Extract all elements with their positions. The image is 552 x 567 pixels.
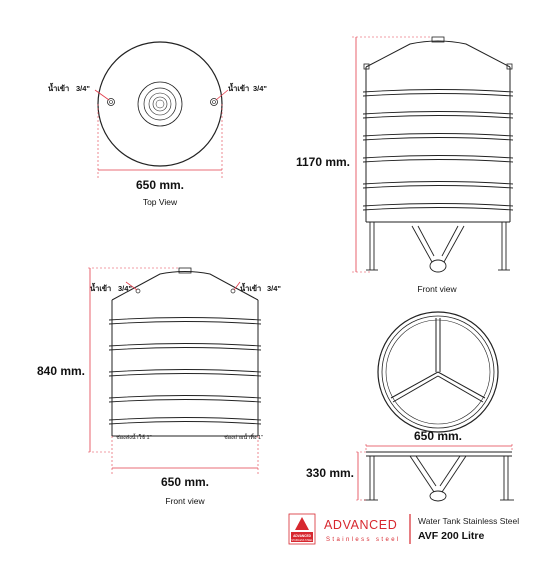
front-view-short-outlet-left: ช่องส่งน้ำใช้ 1" <box>116 435 152 441</box>
top-view <box>48 42 267 207</box>
brand-logo-text: ADVANCED <box>293 534 311 538</box>
brand-logo-subtext: STAINLESS STEEL <box>291 539 313 542</box>
stand-height-label: 330 mm. <box>305 466 354 480</box>
front-view-tall <box>296 37 513 294</box>
brand-product-line: Water Tank Stainless Steel <box>418 516 520 526</box>
top-view-inlet-right-size: 3/4" <box>253 84 267 93</box>
top-view-inlet-left-size: 3/4" <box>76 84 90 93</box>
top-view-caption: Top View <box>142 197 178 207</box>
front-view-short-outlet-right: ช่องถ่ายน้ำทิ้ง 1" <box>224 435 264 441</box>
front-view-short-inlet-right-label: น้ำเข้า <box>240 284 262 293</box>
front-view-short <box>37 268 281 506</box>
front-view-tall-caption: Front view <box>417 284 457 294</box>
front-view-short-width-label: 650 mm. <box>160 475 210 489</box>
top-view-inlet-right-label: น้ำเข้า <box>228 84 250 93</box>
front-view-short-inlet-left-label: น้ำเข้า <box>90 284 112 293</box>
top-view-outer-circle <box>98 42 222 166</box>
top-view-inlet-left-label: น้ำเข้า <box>48 84 70 93</box>
front-view-short-caption: Front view <box>165 496 205 506</box>
brand-block <box>289 514 519 544</box>
stand-front-view <box>306 429 514 501</box>
front-view-tall-height-label: 1170 mm. <box>295 155 350 169</box>
stand-width-label: 650 mm. <box>413 429 463 443</box>
brand-model: AVF 200 Litre <box>418 530 485 542</box>
top-view-width-label: 650 mm. <box>135 178 185 192</box>
front-view-short-inlet-left-size: 3/4" <box>118 284 132 293</box>
stand-top-view <box>378 312 498 432</box>
brand-tagline: Stainless steel <box>326 537 401 543</box>
front-view-short-inlet-right-size: 3/4" <box>267 284 281 293</box>
brand-logo <box>289 514 315 544</box>
brand-name: ADVANCED <box>324 518 398 532</box>
front-view-short-height-label: 840 mm. <box>36 364 85 378</box>
